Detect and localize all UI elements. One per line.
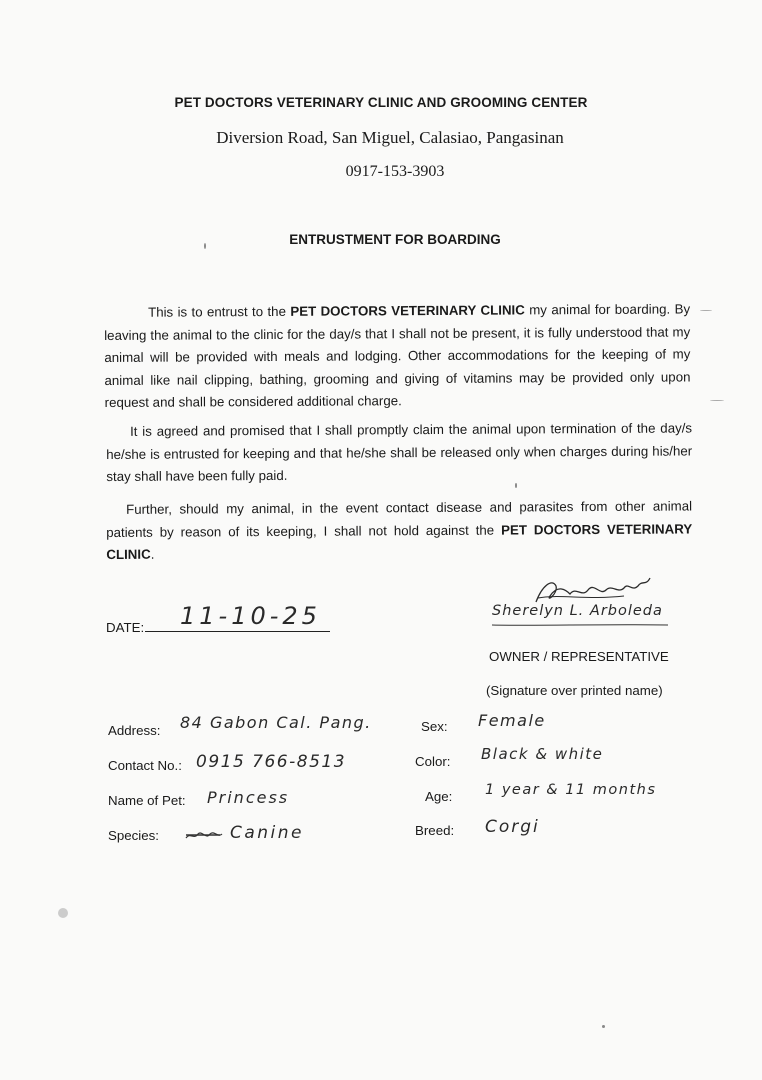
sex-label: Sex:: [421, 719, 448, 734]
species-label: Species:: [108, 828, 159, 843]
clinic-phone: 0917-153-3903: [345, 163, 445, 180]
age-value[interactable]: 1 year & 11 months: [485, 782, 657, 798]
breed-value[interactable]: Corgi: [485, 817, 540, 837]
color-label: Color:: [415, 754, 451, 769]
signature-underline: [490, 622, 670, 628]
date-value[interactable]: 11-10-25: [180, 602, 321, 630]
address-label: Address:: [108, 723, 161, 738]
breed-label: Breed:: [415, 823, 455, 838]
clinic-name: PET DOCTORS VETERINARY CLINIC AND GROOMING CENTER: [174, 95, 588, 110]
paragraph-liability: [106, 495, 692, 566]
clinic-name-inline: PET DOCTORS VETERINARY CLINIC: [290, 302, 525, 319]
paragraph-text: This is to entrust to the: [148, 303, 291, 320]
scan-speck: [58, 908, 68, 918]
date-underline: [145, 631, 330, 632]
clinic-address: Diversion Road, San Miguel, Calasiao, Pangasinan: [216, 128, 564, 147]
signature-printed-name: Sherelyn L. Arboleda: [492, 603, 663, 619]
scan-speck: [515, 483, 517, 488]
scan-speck: [710, 400, 724, 401]
contact-value[interactable]: 0915 766-8513: [196, 752, 347, 772]
date-label: DATE:: [106, 620, 145, 635]
paragraph-text: Further, should my animal, in the event contact disease and parasites from other animal patients by reason of its keeping, I shall not hold against the: [106, 498, 693, 540]
contact-label: Contact No.:: [108, 758, 182, 773]
color-value[interactable]: Black & white: [481, 745, 604, 763]
pet-name-label: Name of Pet:: [108, 793, 186, 808]
scan-speck: [602, 1025, 605, 1028]
sex-value[interactable]: Female: [478, 711, 546, 730]
age-label: Age:: [425, 789, 453, 804]
owner-representative-label: OWNER / REPRESENTATIVE: [489, 649, 669, 664]
paragraph-entrust: [104, 298, 691, 414]
species-value[interactable]: Canine: [230, 823, 305, 843]
clinic-name-inline: PET DOCTORS VETERINARY CLINIC: [106, 520, 693, 562]
crossed-out-word: [184, 826, 224, 844]
paragraph-text: .: [150, 546, 155, 562]
paragraph-text: my animal for boarding. By leaving the animal to the clinic for the day/s that I shall not be present, it is fully understood that my animal will be provided with meals and lodging. Other accommodations for the keeping of my animal like nail clipping, bathing, grooming and giving of vitamins may be provided only upon request and shall be considered additional charge.: [104, 301, 691, 410]
scan-speck: [700, 310, 712, 311]
address-value[interactable]: 84 Gabon Cal. Pang.: [180, 713, 372, 732]
scan-speck: [204, 243, 206, 249]
document-title: ENTRUSTMENT FOR BOARDING: [289, 232, 501, 247]
signature-note: (Signature over printed name): [486, 683, 663, 698]
paragraph-agreement: It is agreed and promised that I shall promptly claim the animal upon termination of the day/s he/she is entrusted for keeping and that he/she shall be released only when charges during his/her stay shall have been fully paid.: [106, 420, 693, 484]
pet-name-value[interactable]: Princess: [207, 788, 290, 807]
